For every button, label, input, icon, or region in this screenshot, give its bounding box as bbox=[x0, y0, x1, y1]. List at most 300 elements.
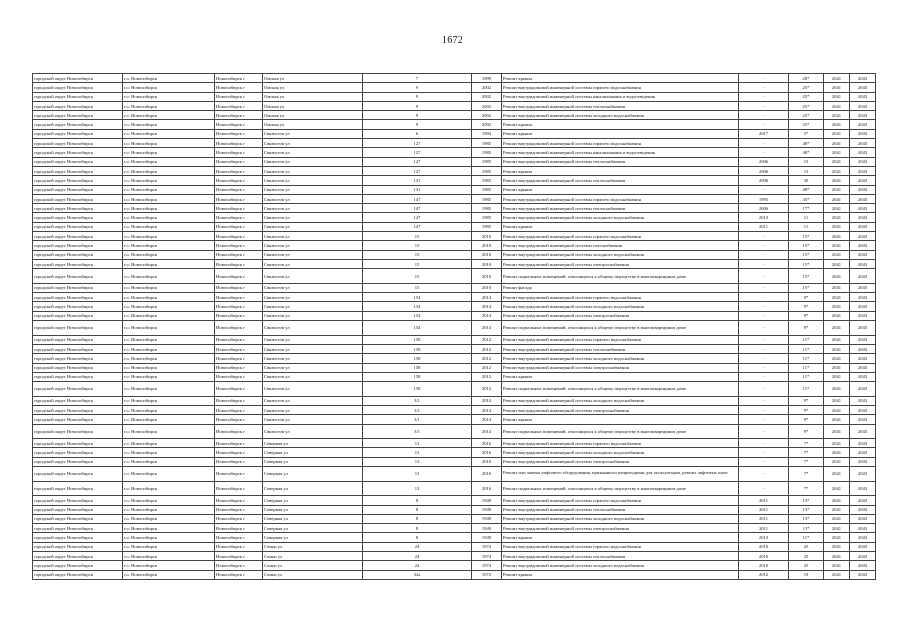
build-year-cell: 1974 bbox=[472, 552, 502, 561]
settlement-cell: г.о. Новосибирск bbox=[123, 120, 215, 129]
settlement-cell: г.о. Новосибирск bbox=[123, 111, 215, 120]
settlement-cell: г.о. Новосибирск bbox=[123, 139, 215, 148]
city-cell: Новосибирск г bbox=[215, 120, 263, 129]
street-cell: Связистов ул bbox=[263, 241, 363, 250]
wear-cell: 13* bbox=[789, 505, 824, 514]
build-year-cell: 1949 bbox=[472, 524, 502, 533]
table-row bbox=[33, 561, 876, 570]
plan-start-cell: 2041 bbox=[824, 533, 850, 542]
city-cell: Новосибирск г bbox=[215, 354, 263, 363]
house-number-cell: 8 bbox=[363, 505, 472, 514]
plan-end-cell: 2043 bbox=[850, 83, 876, 92]
work-type-cell: Ремонт внутридомовой инженерной системы электроснабжения bbox=[502, 405, 739, 414]
table-row bbox=[33, 204, 876, 213]
street-cell: Северная ул bbox=[263, 448, 363, 457]
wear-cell: 9* bbox=[789, 302, 824, 311]
municipality-cell: городской округ Новосибирск bbox=[33, 457, 123, 466]
plan-start-cell: 2041 bbox=[824, 424, 850, 439]
last-repair-year-cell: 2011 bbox=[739, 505, 789, 514]
table-row bbox=[33, 111, 876, 120]
plan-end-cell: 2043 bbox=[850, 166, 876, 175]
build-year-cell: 1974 bbox=[472, 561, 502, 570]
settlement-cell: г.о. Новосибирск bbox=[123, 222, 215, 231]
settlement-cell: г.о. Новосибирск bbox=[123, 283, 215, 292]
street-cell: Связистов ул bbox=[263, 415, 363, 424]
plan-end-cell: 2043 bbox=[850, 354, 876, 363]
settlement-cell: г.о. Новосибирск bbox=[123, 241, 215, 250]
last-repair-year-cell: - bbox=[739, 405, 789, 414]
work-type-cell: Ремонт внутридомовой инженерной системы теплоснабжения bbox=[502, 176, 739, 185]
street-cell: Связистов ул bbox=[263, 293, 363, 302]
municipality-cell: городской округ Новосибирск bbox=[33, 382, 123, 397]
table-row bbox=[33, 129, 876, 138]
plan-start-cell: 2041 bbox=[824, 241, 850, 250]
build-year-cell: 2016 bbox=[472, 457, 502, 466]
settlement-cell: г.о. Новосибирск bbox=[123, 542, 215, 551]
build-year-cell: 1949 bbox=[472, 496, 502, 505]
wear-cell: 11 bbox=[789, 213, 824, 222]
city-cell: Новосибирск г bbox=[215, 83, 263, 92]
last-repair-year-cell: 2011 bbox=[739, 524, 789, 533]
street-cell: Связистов ул bbox=[263, 283, 363, 292]
city-cell: Новосибирск г bbox=[215, 396, 263, 405]
city-cell: Новосибирск г bbox=[215, 129, 263, 138]
build-year-cell: 1985 bbox=[472, 157, 502, 166]
wear-cell: 25 bbox=[789, 542, 824, 551]
work-type-cell: Ремонт подвальных помещений, относящихся к общему имуществу в многоквартирном доме bbox=[502, 382, 739, 397]
house-number-cell: 13 bbox=[363, 481, 472, 496]
house-number-cell: 154 bbox=[363, 293, 472, 302]
last-repair-year-cell: - bbox=[739, 382, 789, 397]
table-row bbox=[33, 396, 876, 405]
work-type-cell: Ремонт или замена лифтового оборудования, признанного непригодным для эксплуатации, ремонт лифтовых шахт bbox=[502, 467, 739, 482]
house-number-cell: 15 bbox=[363, 283, 472, 292]
settlement-cell: г.о. Новосибирск bbox=[123, 457, 215, 466]
wear-cell: 11 bbox=[789, 222, 824, 231]
build-year-cell: 2002 bbox=[472, 111, 502, 120]
last-repair-year-cell: 2011 bbox=[739, 496, 789, 505]
build-year-cell: 2016 bbox=[472, 467, 502, 482]
build-year-cell: 2012 bbox=[472, 335, 502, 344]
last-repair-year-cell: - bbox=[739, 101, 789, 110]
municipality-cell: городской округ Новосибирск bbox=[33, 335, 123, 344]
plan-start-cell: 2041 bbox=[824, 514, 850, 523]
plan-end-cell: 2043 bbox=[850, 213, 876, 222]
street-cell: Связистов ул bbox=[263, 185, 363, 194]
plan-start-cell: 2041 bbox=[824, 524, 850, 533]
table-row bbox=[33, 185, 876, 194]
table-row bbox=[33, 250, 876, 259]
city-cell: Новосибирск г bbox=[215, 496, 263, 505]
street-cell: Связистов ул bbox=[263, 396, 363, 405]
plan-start-cell: 2041 bbox=[824, 382, 850, 397]
plan-end-cell: 2043 bbox=[850, 269, 876, 284]
table-row bbox=[33, 148, 876, 157]
build-year-cell: 2016 bbox=[472, 439, 502, 448]
plan-start-cell: 2041 bbox=[824, 542, 850, 551]
municipality-cell: городской округ Новосибирск bbox=[33, 542, 123, 551]
last-repair-year-cell: 2006 bbox=[739, 166, 789, 175]
plan-end-cell: 2043 bbox=[850, 241, 876, 250]
city-cell: Новосибирск г bbox=[215, 232, 263, 241]
settlement-cell: г.о. Новосибирск bbox=[123, 467, 215, 482]
plan-end-cell: 2043 bbox=[850, 283, 876, 292]
municipality-cell: городской округ Новосибирск bbox=[33, 222, 123, 231]
wear-cell: 15* bbox=[789, 269, 824, 284]
municipality-cell: городской округ Новосибирск bbox=[33, 467, 123, 482]
plan-end-cell: 2043 bbox=[850, 396, 876, 405]
plan-end-cell: 2043 bbox=[850, 204, 876, 213]
municipality-cell: городской округ Новосибирск bbox=[33, 552, 123, 561]
last-repair-year-cell: - bbox=[739, 259, 789, 268]
city-cell: Новосибирск г bbox=[215, 505, 263, 514]
wear-cell: 11* bbox=[789, 354, 824, 363]
build-year-cell: 2014 bbox=[472, 424, 502, 439]
work-type-cell: Ремонт внутридомовой инженерной системы холодного водоснабжения bbox=[502, 561, 739, 570]
wear-cell: 48* bbox=[789, 148, 824, 157]
city-cell: Новосибирск г bbox=[215, 111, 263, 120]
street-cell: Связистов ул bbox=[263, 157, 363, 166]
wear-cell: 15 bbox=[789, 166, 824, 175]
build-year-cell: 1985 bbox=[472, 166, 502, 175]
plan-start-cell: 2041 bbox=[824, 335, 850, 344]
table-row bbox=[33, 83, 876, 92]
city-cell: Новосибирск г bbox=[215, 250, 263, 259]
house-number-cell: 3/1 bbox=[363, 405, 472, 414]
plan-end-cell: 2043 bbox=[850, 405, 876, 414]
settlement-cell: г.о. Новосибирск bbox=[123, 166, 215, 175]
last-repair-year-cell: - bbox=[739, 448, 789, 457]
build-year-cell: 2014 bbox=[472, 302, 502, 311]
build-year-cell: 2002 bbox=[472, 83, 502, 92]
settlement-cell: г.о. Новосибирск bbox=[123, 514, 215, 523]
work-type-cell: Ремонт внутридомовой инженерной системы теплоснабжения bbox=[502, 344, 739, 353]
municipality-cell: городской округ Новосибирск bbox=[33, 269, 123, 284]
settlement-cell: г.о. Новосибирск bbox=[123, 311, 215, 320]
wear-cell: 15* bbox=[789, 283, 824, 292]
municipality-cell: городской округ Новосибирск bbox=[33, 176, 123, 185]
settlement-cell: г.о. Новосибирск bbox=[123, 148, 215, 157]
build-year-cell: 2014 bbox=[472, 321, 502, 336]
last-repair-year-cell: - bbox=[739, 139, 789, 148]
plan-end-cell: 2043 bbox=[850, 101, 876, 110]
plan-end-cell: 2043 bbox=[850, 250, 876, 259]
wear-cell: 13* bbox=[789, 524, 824, 533]
table-row bbox=[33, 372, 876, 381]
street-cell: Связистов ул bbox=[263, 222, 363, 231]
plan-end-cell: 2043 bbox=[850, 148, 876, 157]
city-cell: Новосибирск г bbox=[215, 439, 263, 448]
house-number-cell: 8 bbox=[363, 524, 472, 533]
last-repair-year-cell: 2011 bbox=[739, 514, 789, 523]
street-cell: Северная ул bbox=[263, 439, 363, 448]
build-year-cell: 1985 bbox=[472, 148, 502, 157]
table-row bbox=[33, 405, 876, 414]
last-repair-year-cell: 2010 bbox=[739, 542, 789, 551]
street-cell: Северная ул bbox=[263, 457, 363, 466]
plan-start-cell: 2041 bbox=[824, 101, 850, 110]
plan-start-cell: 2041 bbox=[824, 232, 850, 241]
city-cell: Новосибирск г bbox=[215, 185, 263, 194]
plan-start-cell: 2041 bbox=[824, 552, 850, 561]
build-year-cell: 1985 bbox=[472, 194, 502, 203]
wear-cell: 15* bbox=[789, 241, 824, 250]
street-cell: Связистов ул bbox=[263, 405, 363, 414]
city-cell: Новосибирск г bbox=[215, 467, 263, 482]
build-year-cell: 2010 bbox=[472, 269, 502, 284]
settlement-cell: г.о. Новосибирск bbox=[123, 321, 215, 336]
settlement-cell: г.о. Новосибирск bbox=[123, 533, 215, 542]
last-repair-year-cell: 2006 bbox=[739, 204, 789, 213]
municipality-cell: городской округ Новосибирск bbox=[33, 204, 123, 213]
last-repair-year-cell: - bbox=[739, 302, 789, 311]
wear-cell: 11* bbox=[789, 533, 824, 542]
plan-end-cell: 2043 bbox=[850, 232, 876, 241]
settlement-cell: г.о. Новосибирск bbox=[123, 439, 215, 448]
plan-end-cell: 2043 bbox=[850, 111, 876, 120]
house-number-cell: 9 bbox=[363, 92, 472, 101]
settlement-cell: г.о. Новосибирск bbox=[123, 363, 215, 372]
plan-start-cell: 2041 bbox=[824, 344, 850, 353]
plan-end-cell: 2043 bbox=[850, 335, 876, 344]
plan-start-cell: 2041 bbox=[824, 157, 850, 166]
work-type-cell: Ремонт внутридомовой инженерной системы холодного водоснабжения bbox=[502, 111, 739, 120]
plan-start-cell: 2041 bbox=[824, 74, 850, 83]
plan-end-cell: 2043 bbox=[850, 176, 876, 185]
plan-end-cell: 2043 bbox=[850, 514, 876, 523]
plan-start-cell: 2041 bbox=[824, 176, 850, 185]
build-year-cell: 2010 bbox=[472, 250, 502, 259]
plan-end-cell: 2043 bbox=[850, 222, 876, 231]
house-number-cell: 9 bbox=[363, 83, 472, 92]
settlement-cell: г.о. Новосибирск bbox=[123, 204, 215, 213]
wear-cell: 11* bbox=[789, 382, 824, 397]
work-type-cell: Ремонт крыши bbox=[502, 166, 739, 175]
plan-start-cell: 2041 bbox=[824, 496, 850, 505]
street-cell: Связистов ул bbox=[263, 148, 363, 157]
work-type-cell: Ремонт внутридомовой инженерной системы теплоснабжения bbox=[502, 505, 739, 514]
build-year-cell: 1949 bbox=[472, 514, 502, 523]
work-type-cell: Ремонт внутридомовой инженерной системы горячего водоснабжения bbox=[502, 139, 739, 148]
municipality-cell: городской округ Новосибирск bbox=[33, 570, 123, 579]
wear-cell: 13* bbox=[789, 496, 824, 505]
house-number-cell: 13 bbox=[363, 457, 472, 466]
plan-end-cell: 2043 bbox=[850, 321, 876, 336]
street-cell: Связистов ул bbox=[263, 372, 363, 381]
settlement-cell: г.о. Новосибирск bbox=[123, 213, 215, 222]
table-row bbox=[33, 424, 876, 439]
street-cell: Связистов ул bbox=[263, 213, 363, 222]
municipality-cell: городской округ Новосибирск bbox=[33, 405, 123, 414]
house-number-cell: 3/1 bbox=[363, 396, 472, 405]
municipality-cell: городской округ Новосибирск bbox=[33, 83, 123, 92]
table-row bbox=[33, 213, 876, 222]
build-year-cell: 1985 bbox=[472, 176, 502, 185]
settlement-cell: г.о. Новосибирск bbox=[123, 232, 215, 241]
last-repair-year-cell: - bbox=[739, 293, 789, 302]
table-body bbox=[33, 74, 876, 580]
last-repair-year-cell: - bbox=[739, 424, 789, 439]
last-repair-year-cell: - bbox=[739, 372, 789, 381]
last-repair-year-cell: 2006 bbox=[739, 157, 789, 166]
table-row bbox=[33, 457, 876, 466]
work-type-cell: Ремонт внутридомовой инженерной системы холодного водоснабжения bbox=[502, 250, 739, 259]
settlement-cell: г.о. Новосибирск bbox=[123, 570, 215, 579]
build-year-cell: 2010 bbox=[472, 283, 502, 292]
plan-end-cell: 2043 bbox=[850, 524, 876, 533]
settlement-cell: г.о. Новосибирск bbox=[123, 396, 215, 405]
settlement-cell: г.о. Новосибирск bbox=[123, 101, 215, 110]
last-repair-year-cell: 1995 bbox=[739, 194, 789, 203]
house-number-cell: 158 bbox=[363, 363, 472, 372]
last-repair-year-cell: - bbox=[739, 92, 789, 101]
build-year-cell: 1949 bbox=[472, 533, 502, 542]
municipality-cell: городской округ Новосибирск bbox=[33, 250, 123, 259]
table-row bbox=[33, 101, 876, 110]
street-cell: Связистов ул bbox=[263, 335, 363, 344]
table-row bbox=[33, 570, 876, 579]
work-type-cell: Ремонт внутридомовой инженерной системы холодного водоснабжения bbox=[502, 448, 739, 457]
wear-cell: 7* bbox=[789, 467, 824, 482]
street-cell: Северная ул bbox=[263, 467, 363, 482]
municipality-cell: городской округ Новосибирск bbox=[33, 321, 123, 336]
municipality-cell: городской округ Новосибирск bbox=[33, 157, 123, 166]
plan-start-cell: 2041 bbox=[824, 269, 850, 284]
wear-cell: 17* bbox=[789, 204, 824, 213]
city-cell: Новосибирск г bbox=[215, 524, 263, 533]
wear-cell: 9* bbox=[789, 424, 824, 439]
last-repair-year-cell: - bbox=[739, 74, 789, 83]
build-year-cell: 1985 bbox=[472, 204, 502, 213]
work-type-cell: Ремонт подвальных помещений, относящихся к общему имуществу в многоквартирном доме bbox=[502, 321, 739, 336]
settlement-cell: г.о. Новосибирск bbox=[123, 354, 215, 363]
city-cell: Новосибирск г bbox=[215, 259, 263, 268]
house-number-cell: 15 bbox=[363, 269, 472, 284]
last-repair-year-cell: - bbox=[739, 335, 789, 344]
last-repair-year-cell: - bbox=[739, 415, 789, 424]
house-number-cell: 127 bbox=[363, 157, 472, 166]
plan-start-cell: 2041 bbox=[824, 570, 850, 579]
work-type-cell: Ремонт крыши bbox=[502, 129, 739, 138]
work-type-cell: Ремонт крыши bbox=[502, 415, 739, 424]
work-type-cell: Ремонт подвальных помещений, относящихся к общему имуществу в многоквартирном доме bbox=[502, 481, 739, 496]
municipality-cell: городской округ Новосибирск bbox=[33, 213, 123, 222]
house-number-cell: 8 bbox=[363, 496, 472, 505]
municipality-cell: городской округ Новосибирск bbox=[33, 524, 123, 533]
table-row bbox=[33, 74, 876, 83]
work-type-cell: Ремонт внутридомовой инженерной системы электроснабжения bbox=[502, 457, 739, 466]
plan-start-cell: 2041 bbox=[824, 139, 850, 148]
work-type-cell: Ремонт внутридомовой инженерной системы теплоснабжения bbox=[502, 157, 739, 166]
city-cell: Новосибирск г bbox=[215, 204, 263, 213]
plan-end-cell: 2043 bbox=[850, 561, 876, 570]
build-year-cell: 2014 bbox=[472, 405, 502, 414]
plan-start-cell: 2041 bbox=[824, 83, 850, 92]
house-number-cell: 127 bbox=[363, 139, 472, 148]
wear-cell: 11* bbox=[789, 363, 824, 372]
wear-cell: 5* bbox=[789, 129, 824, 138]
wear-cell: 9* bbox=[789, 293, 824, 302]
last-repair-year-cell: 2006 bbox=[739, 176, 789, 185]
municipality-cell: городской округ Новосибирск bbox=[33, 302, 123, 311]
municipality-cell: городской округ Новосибирск bbox=[33, 185, 123, 194]
house-number-cell: 15 bbox=[363, 259, 472, 268]
municipality-cell: городской округ Новосибирск bbox=[33, 514, 123, 523]
municipality-cell: городской округ Новосибирск bbox=[33, 424, 123, 439]
house-number-cell: 147 bbox=[363, 194, 472, 203]
house-number-cell: 147 bbox=[363, 204, 472, 213]
work-type-cell: Ремонт внутридомовой инженерной системы горячего водоснабжения bbox=[502, 293, 739, 302]
build-year-cell: 2010 bbox=[472, 232, 502, 241]
build-year-cell: 1972 bbox=[472, 570, 502, 579]
table-row bbox=[33, 139, 876, 148]
house-number-cell: 9 bbox=[363, 120, 472, 129]
table-row bbox=[33, 382, 876, 397]
street-cell: Связистов ул bbox=[263, 269, 363, 284]
last-repair-year-cell: 2010 bbox=[739, 561, 789, 570]
city-cell: Новосибирск г bbox=[215, 311, 263, 320]
wear-cell: 9* bbox=[789, 405, 824, 414]
work-type-cell: Ремонт внутридомовой инженерной системы горячего водоснабжения bbox=[502, 542, 739, 551]
city-cell: Новосибирск г bbox=[215, 457, 263, 466]
municipality-cell: городской округ Новосибирск bbox=[33, 311, 123, 320]
build-year-cell: 2012 bbox=[472, 363, 502, 372]
street-cell: Омская ул bbox=[263, 83, 363, 92]
street-cell: Связистов ул bbox=[263, 424, 363, 439]
table-row bbox=[33, 92, 876, 101]
plan-start-cell: 2041 bbox=[824, 439, 850, 448]
last-repair-year-cell: - bbox=[739, 185, 789, 194]
build-year-cell: 2016 bbox=[472, 448, 502, 457]
work-type-cell: Ремонт внутридомовой инженерной системы холодного водоснабжения bbox=[502, 302, 739, 311]
plan-start-cell: 2041 bbox=[824, 213, 850, 222]
municipality-cell: городской округ Новосибирск bbox=[33, 533, 123, 542]
house-number-cell: 3/1 bbox=[363, 415, 472, 424]
city-cell: Новосибирск г bbox=[215, 415, 263, 424]
build-year-cell: 2012 bbox=[472, 344, 502, 353]
work-type-cell: Ремонт внутридомовой инженерной системы холодного водоснабжения bbox=[502, 213, 739, 222]
wear-cell: 35* bbox=[789, 194, 824, 203]
plan-end-cell: 2043 bbox=[850, 259, 876, 268]
table-row bbox=[33, 176, 876, 185]
city-cell: Новосибирск г bbox=[215, 533, 263, 542]
settlement-cell: г.о. Новосибирск bbox=[123, 481, 215, 496]
last-repair-year-cell: - bbox=[739, 241, 789, 250]
last-repair-year-cell: - bbox=[739, 457, 789, 466]
build-year-cell: 1985 bbox=[472, 222, 502, 231]
work-type-cell: Ремонт внутридомовой инженерной системы электроснабжения bbox=[502, 524, 739, 533]
wear-cell: 48* bbox=[789, 139, 824, 148]
build-year-cell: 2016 bbox=[472, 481, 502, 496]
house-number-cell: 127 bbox=[363, 166, 472, 175]
street-cell: Семьи ул bbox=[263, 561, 363, 570]
table-row bbox=[33, 232, 876, 241]
build-year-cell: 2002 bbox=[472, 120, 502, 129]
plan-end-cell: 2043 bbox=[850, 415, 876, 424]
city-cell: Новосибирск г bbox=[215, 344, 263, 353]
municipality-cell: городской округ Новосибирск bbox=[33, 101, 123, 110]
table-row bbox=[33, 481, 876, 496]
municipality-cell: городской округ Новосибирск bbox=[33, 139, 123, 148]
build-year-cell: 2012 bbox=[472, 354, 502, 363]
wear-cell: 25* bbox=[789, 101, 824, 110]
last-repair-year-cell: - bbox=[739, 311, 789, 320]
house-number-cell: 6 bbox=[363, 129, 472, 138]
last-repair-year-cell: - bbox=[739, 354, 789, 363]
city-cell: Новосибирск г bbox=[215, 283, 263, 292]
work-type-cell: Ремонт крыши bbox=[502, 74, 739, 83]
settlement-cell: г.о. Новосибирск bbox=[123, 194, 215, 203]
